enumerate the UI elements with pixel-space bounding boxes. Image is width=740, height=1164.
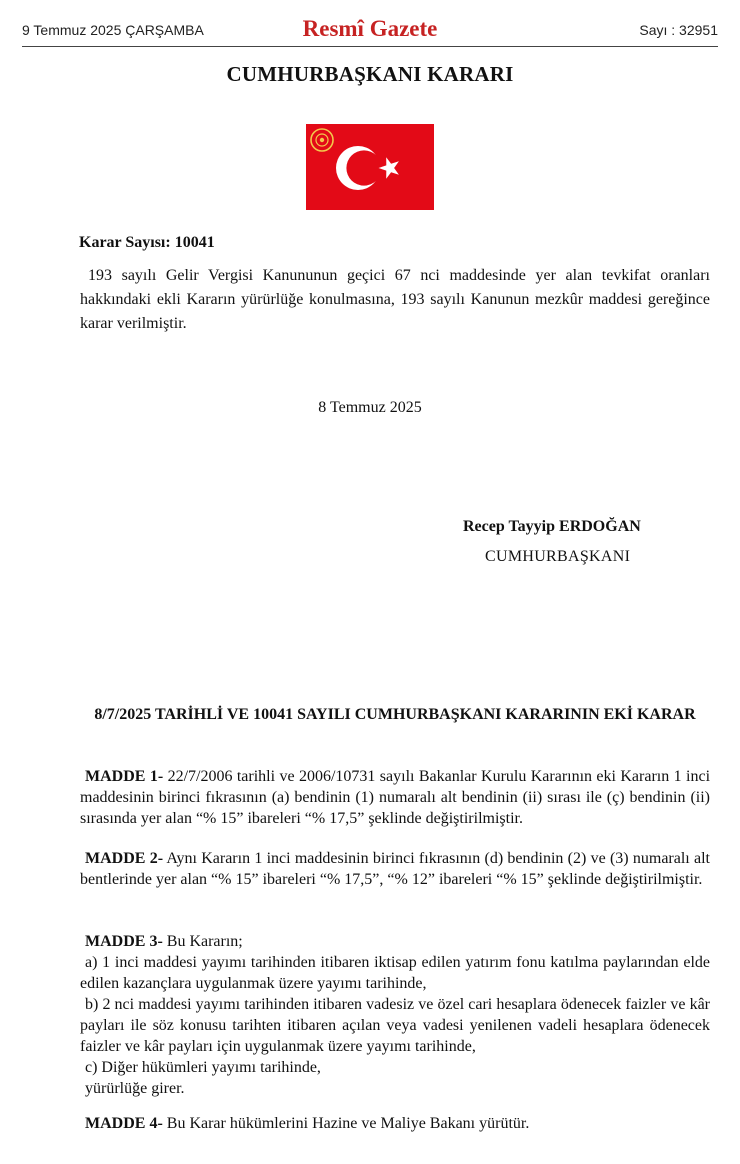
intro-text: 193 sayılı Gelir Vergisi Kanununun geçici 67 nci maddesinde yer alan tevkifat oranları hakkındaki ekli Kararın yürürlüğe konulmasına, 193 sayılı Kanunun mezkûr maddesi gereğince karar verilmiştir.: [80, 267, 710, 332]
article-text: 22/7/2006 tarihli ve 2006/10731 sayılı Bakanlar Kurulu Kararının eki Kararın 1 inci maddesinin birinci fıkrasının (a) bendinin (1) numaralı alt bendinin (ii) sırası ile (ç) bendinin (ii) sırasında yer alan “% 15” ibareleri “% 17,5” şeklinde değiştirilmiştir.: [80, 768, 711, 827]
signatory-title: CUMHURBAŞKANI: [485, 548, 631, 565]
gazette-title: Resmî Gazete: [302, 16, 438, 41]
issue-number: Sayı : 32951: [639, 22, 718, 38]
article-label: MADDE 4-: [85, 1115, 163, 1132]
article-3-closing: yürürlüğe girer.: [85, 1080, 185, 1097]
article-3: [80, 931, 710, 1099]
intro-paragraph: [80, 264, 710, 336]
article-text: Bu Karar hükümlerini Hazine ve Maliye Bakanı yürütür.: [166, 1115, 530, 1132]
article-3-item-c: c) Diğer hükümleri yayımı tarihinde,: [85, 1059, 321, 1076]
article-label: MADDE 2-: [85, 850, 164, 867]
article-3-item-a: a) 1 inci maddesi yayımı tarihinden itibaren iktisap edilen yatırım fonu katılma paylarından elde edilen kazançlara uygulanmak üzere yayımı tarihinde,: [80, 954, 710, 992]
article-text: Bu Kararın;: [166, 933, 243, 950]
decision-date: 8 Temmuz 2025: [318, 399, 422, 416]
gazette-header: [22, 18, 718, 47]
decision-number: Karar Sayısı: 10041: [79, 234, 215, 251]
article-label: MADDE 3-: [85, 933, 163, 950]
article-1: [80, 766, 710, 829]
document-title: CUMHURBAŞKANI KARARI: [226, 62, 514, 86]
signatory-name: Recep Tayyip ERDOĞAN: [463, 518, 641, 535]
annex-title: 8/7/2025 TARİHLİ VE 10041 SAYILI CUMHURBAŞKANI KARARININ EKİ KARAR: [94, 706, 696, 723]
article-text: Aynı Kararın 1 inci maddesinin birinci fıkrasının (d) bendinin (2) ve (3) numaralı alt bentlerinde yer alan “% 15” ibareleri “% 17,5”, “% 12” ibareleri “% 15” şeklinde değiştirilmiştir.: [80, 850, 711, 888]
article-3-item-b: b) 2 nci maddesi yayımı tarihinden itibaren vadesiz ve özel cari hesaplara ödenecek faizler ve kâr payları ile söz konusu tarihten itibaren açılan veya vadesi yenilenen vadeli hesaplara ödenecek faizler ve kâr payları için uygulanmak üzere yayımı tarihinde,: [80, 996, 710, 1055]
turkish-flag-icon: [306, 124, 434, 210]
article-4: [80, 1113, 710, 1134]
article-label: MADDE 1-: [85, 768, 164, 785]
article-2: [80, 848, 710, 890]
header-date: 9 Temmuz 2025 ÇARŞAMBA: [22, 22, 204, 38]
